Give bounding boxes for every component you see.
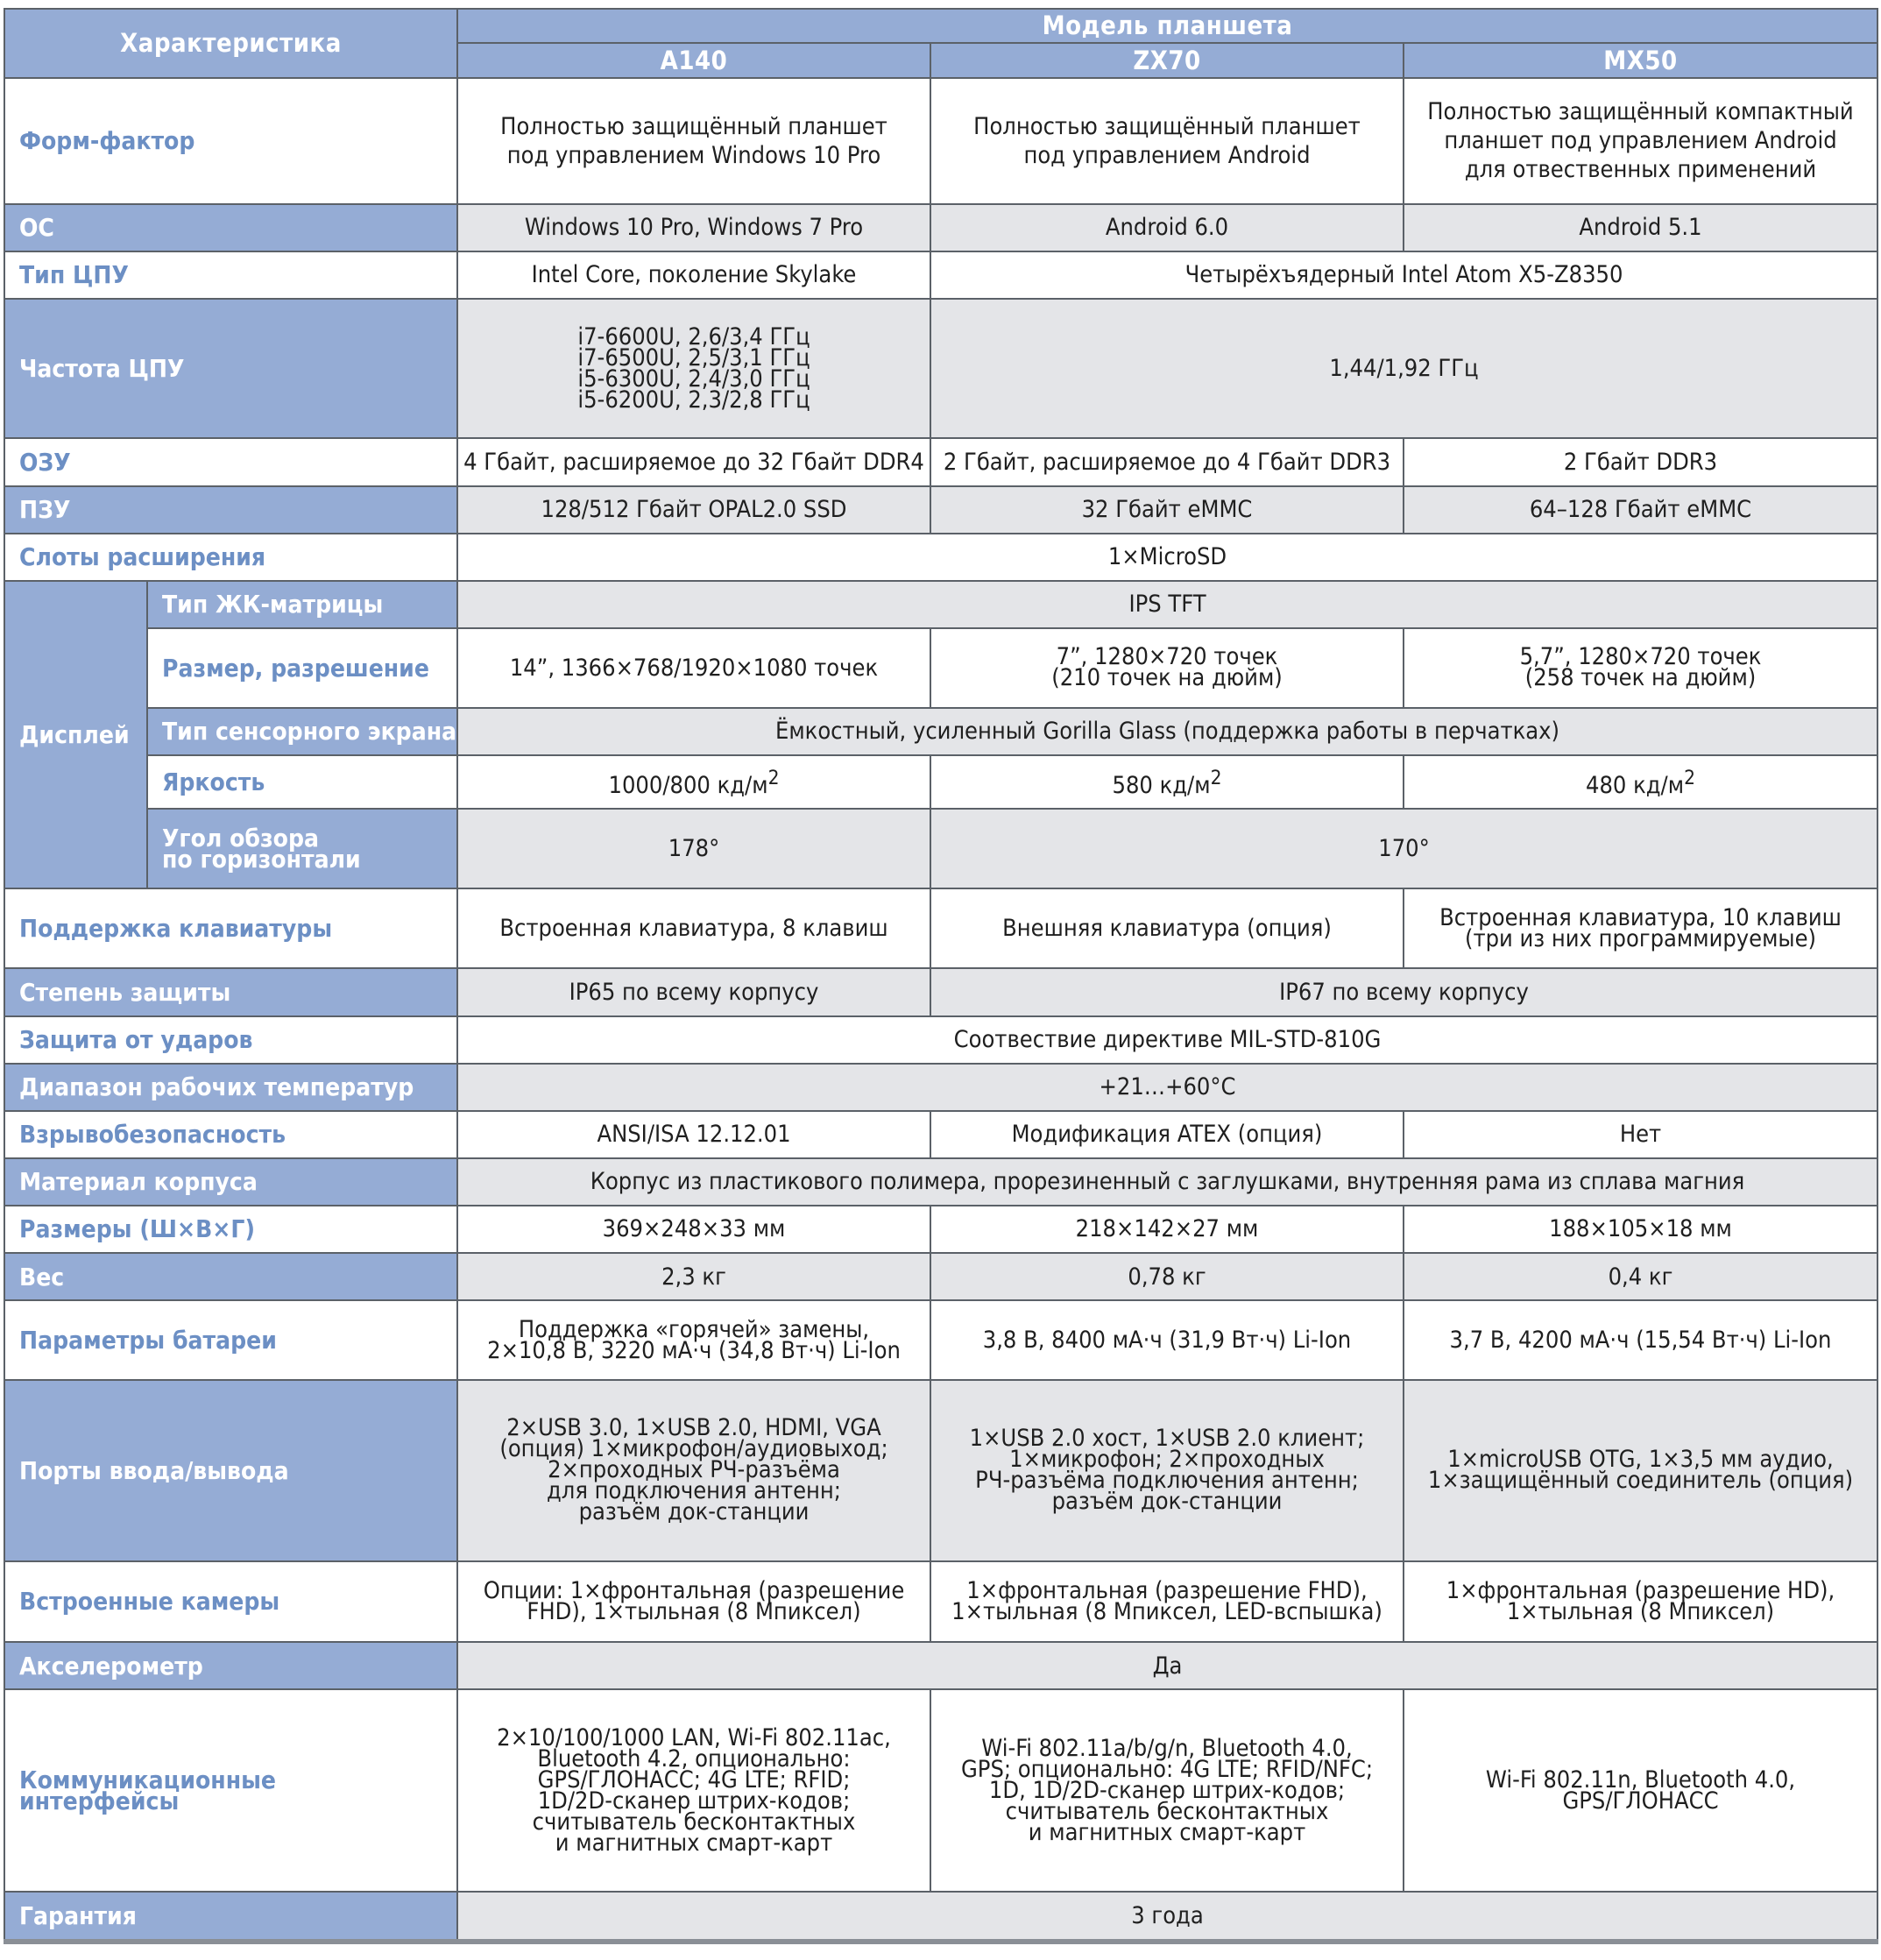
row-label: Частота ЦПУ: [4, 299, 457, 438]
cell-a140: Поддержка «горячей» замены, 2×10,8 В, 3220 мА·ч (34,8 Вт·ч) Li-Ion: [457, 1300, 930, 1380]
cell-zx70: 1×USB 2.0 хост, 1×USB 2.0 клиент; 1×микрофон; 2×проходных РЧ-разъёма подключения антенн; разъём док-станции: [930, 1380, 1404, 1560]
cell-mx50: 3,7 В, 4200 мА·ч (15,54 Вт·ч) Li-Ion: [1404, 1300, 1877, 1380]
row-label: Защита от ударов: [4, 1016, 457, 1064]
row-label: Гарантия: [4, 1892, 457, 1942]
row-slots: [4, 534, 1877, 581]
cell-a140: 2×10/100/1000 LAN, Wi-Fi 802.11ac, Bluetooth 4.2, опционально: GPS/ГЛОНАСС; 4G LTE; RFID; 1D/2D-сканер штрих-кодов; считыватель бесконтактных и магнитных смарт-карт: [457, 1689, 930, 1892]
row-label: Порты ввода/вывода: [4, 1380, 457, 1560]
row-material: [4, 1158, 1877, 1206]
row-label: Поддержка клавиатуры: [4, 888, 457, 968]
cell-a140: 2,3 кг: [457, 1253, 930, 1300]
cell-a140: 2×USB 3.0, 1×USB 2.0, HDMI, VGA (опция) 1×микрофон/аудиовыход; 2×проходных РЧ-разъёма для подключения антенн; разъём док-станции: [457, 1380, 930, 1560]
row-label: Тип ЖК-матрицы: [147, 581, 457, 628]
row-touch: [4, 708, 1877, 755]
row-group-display: Дисплей: [4, 581, 147, 889]
cell-zx70: Внешняя клавиатура (опция): [930, 888, 1404, 968]
cell-a140: Полностью защищённый планшет под управлением Windows 10 Pro: [457, 78, 930, 204]
row-label: Тип сенсорного экрана: [147, 708, 457, 755]
cell-mx50: Полностью защищённый компактный планшет под управлением Android для отвественных применений: [1404, 78, 1877, 204]
cell-all: Соотвествие директиве MIL-STD-810G: [457, 1016, 1877, 1064]
cell-zx70: Android 6.0: [930, 204, 1404, 251]
cell-a140: 4 Гбайт, расширяемое до 32 Гбайт DDR4: [457, 438, 930, 485]
cell-all: Ёмкостный, усиленный Gorilla Glass (поддержка работы в перчатках): [457, 708, 1877, 755]
cell-all: IPS TFT: [457, 581, 1877, 628]
cell-a140: Windows 10 Pro, Windows 7 Pro: [457, 204, 930, 251]
row-label: Размер, разрешение: [147, 628, 457, 708]
cell-mx50: 2 Гбайт DDR3: [1404, 438, 1877, 485]
cell-all: +21…+60°С: [457, 1064, 1877, 1111]
cell-mx50: 1×microUSB OTG, 1×3,5 мм аудио, 1×защищённый соединитель (опция): [1404, 1380, 1877, 1560]
header-model-zx70: ZX70: [930, 43, 1404, 78]
cell-all: 1×MicroSD: [457, 534, 1877, 581]
row-explosion: [4, 1111, 1877, 1158]
row-lcd-type: [4, 581, 1877, 628]
cell-zx70: 1×фронтальная (разрешение FHD), 1×тыльная (8 Мпиксел, LED-вспышка): [930, 1561, 1404, 1643]
row-accelerometer: [4, 1642, 1877, 1689]
row-cameras: [4, 1561, 1877, 1643]
row-os: [4, 204, 1877, 251]
row-temp: [4, 1064, 1877, 1111]
cell-zx70: 3,8 В, 8400 мА·ч (31,9 Вт·ч) Li-Ion: [930, 1300, 1404, 1380]
cell-a140: 369×248×33 мм: [457, 1206, 930, 1253]
cell-zx70-mx50: 1,44/1,92 ГГц: [930, 299, 1877, 438]
cell-a140: Опции: 1×фронтальная (разрешение FHD), 1×тыльная (8 Мпиксел): [457, 1561, 930, 1643]
row-keyboard: [4, 888, 1877, 968]
row-label: ОС: [4, 204, 457, 251]
row-brightness: [4, 755, 1877, 809]
cell-zx70-mx50: IP67 по всему корпусу: [930, 968, 1877, 1015]
header-characteristic: Характеристика: [4, 9, 457, 78]
header-model-group: Модель планшета: [457, 9, 1877, 43]
row-label: Встроенные камеры: [4, 1561, 457, 1643]
cell-a140: ANSI/ISA 12.12.01: [457, 1111, 930, 1158]
cell-a140: 14”, 1366×768/1920×1080 точек: [457, 628, 930, 708]
row-battery: [4, 1300, 1877, 1380]
cell-mx50: 64–128 Гбайт eMMC: [1404, 486, 1877, 534]
cell-zx70: Wi-Fi 802.11a/b/g/n, Bluetooth 4.0, GPS; опционально: 4G LTE; RFID/NFC; 1D, 1D/2D-сканер штрих-кодов; считыватель бесконтактных и магнитных смарт-карт: [930, 1689, 1404, 1892]
cell-a140: IP65 по всему корпусу: [457, 968, 930, 1015]
row-size-res: [4, 628, 1877, 708]
cell-a140: Intel Core, поколение Skylake: [457, 251, 930, 299]
row-shock: [4, 1016, 1877, 1064]
cell-a140: 178°: [457, 809, 930, 888]
row-dimensions: [4, 1206, 1877, 1253]
row-label: Слоты расширения: [4, 534, 457, 581]
cell-zx70: Полностью защищённый планшет под управлением Android: [930, 78, 1404, 204]
row-label: Параметры батареи: [4, 1300, 457, 1380]
cell-zx70-mx50: Четырёхъядерный Intel Atom X5-Z8350: [930, 251, 1877, 299]
cell-mx50: Встроенная клавиатура, 10 клавиш (три из них программируемые): [1404, 888, 1877, 968]
row-label: Угол обзора по горизонтали: [147, 809, 457, 888]
cell-a140: 1000/800 $кд/м^2$: [457, 755, 930, 809]
row-rom: [4, 486, 1877, 534]
header-model-a140: A140: [457, 43, 930, 78]
row-label: Яркость: [147, 755, 457, 809]
row-cpu-type: [4, 251, 1877, 299]
row-label: Тип ЦПУ: [4, 251, 457, 299]
tablet-spec-table: [4, 8, 1878, 1944]
row-ports: [4, 1380, 1877, 1560]
cell-all: Да: [457, 1642, 1877, 1689]
cell-mx50: Wi-Fi 802.11n, Bluetooth 4.0, GPS/ГЛОНАСС: [1404, 1689, 1877, 1892]
cell-a140: 128/512 Гбайт OPAL2.0 SSD: [457, 486, 930, 534]
cell-mx50: 0,4 кг: [1404, 1253, 1877, 1300]
cell-mx50: Нет: [1404, 1111, 1877, 1158]
cell-mx50: 188×105×18 мм: [1404, 1206, 1877, 1253]
cell-a140: i7-6600U, 2,6/3,4 ГГц i7-6500U, 2,5/3,1 ГГц i5-6300U, 2,4/3,0 ГГц i5-6200U, 2,3/2,8 ГГц: [457, 299, 930, 438]
cell-zx70: 2 Гбайт, расширяемое до 4 Гбайт DDR3: [930, 438, 1404, 485]
cell-zx70: Модификация ATEX (опция): [930, 1111, 1404, 1158]
row-label: Диапазон рабочих температур: [4, 1064, 457, 1111]
cell-zx70: 7”, 1280×720 точек (210 точек на дюйм): [930, 628, 1404, 708]
row-comms: [4, 1689, 1877, 1892]
cell-all: 3 года: [457, 1892, 1877, 1942]
cell-zx70: 580 $кд/м^2$: [930, 755, 1404, 809]
cell-a140: Встроенная клавиатура, 8 клавиш: [457, 888, 930, 968]
row-protection: [4, 968, 1877, 1015]
cell-all: Корпус из пластикового полимера, прорезиненный с заглушками, внутренняя рама из сплава магния: [457, 1158, 1877, 1206]
row-warranty: [4, 1892, 1877, 1942]
row-cpu-freq: [4, 299, 1877, 438]
header-model-mx50: MX50: [1404, 43, 1877, 78]
cell-zx70: 32 Гбайт eMMC: [930, 486, 1404, 534]
cell-mx50: Android 5.1: [1404, 204, 1877, 251]
row-label: ПЗУ: [4, 486, 457, 534]
cell-zx70: 0,78 кг: [930, 1253, 1404, 1300]
row-label: Акселерометр: [4, 1642, 457, 1689]
cell-mx50: 480 $кд/м^2$: [1404, 755, 1877, 809]
row-ram: [4, 438, 1877, 485]
cell-mx50: 5,7”, 1280×720 точек (258 точек на дюйм): [1404, 628, 1877, 708]
row-label: Форм-фактор: [4, 78, 457, 204]
row-weight: [4, 1253, 1877, 1300]
row-label: Коммуникационные интерфейсы: [4, 1689, 457, 1892]
row-label: Вес: [4, 1253, 457, 1300]
row-label: Размеры (Ш×В×Г): [4, 1206, 457, 1253]
cell-mx50: 1×фронтальная (разрешение HD), 1×тыльная (8 Мпиксел): [1404, 1561, 1877, 1643]
row-label: Материал корпуса: [4, 1158, 457, 1206]
row-view-angle: [4, 809, 1877, 888]
row-label: ОЗУ: [4, 438, 457, 485]
row-label: Взрывобезопасность: [4, 1111, 457, 1158]
row-label: Степень защиты: [4, 968, 457, 1015]
row-form-factor: [4, 78, 1877, 204]
cell-zx70: 218×142×27 мм: [930, 1206, 1404, 1253]
cell-zx70-mx50: 170°: [930, 809, 1877, 888]
